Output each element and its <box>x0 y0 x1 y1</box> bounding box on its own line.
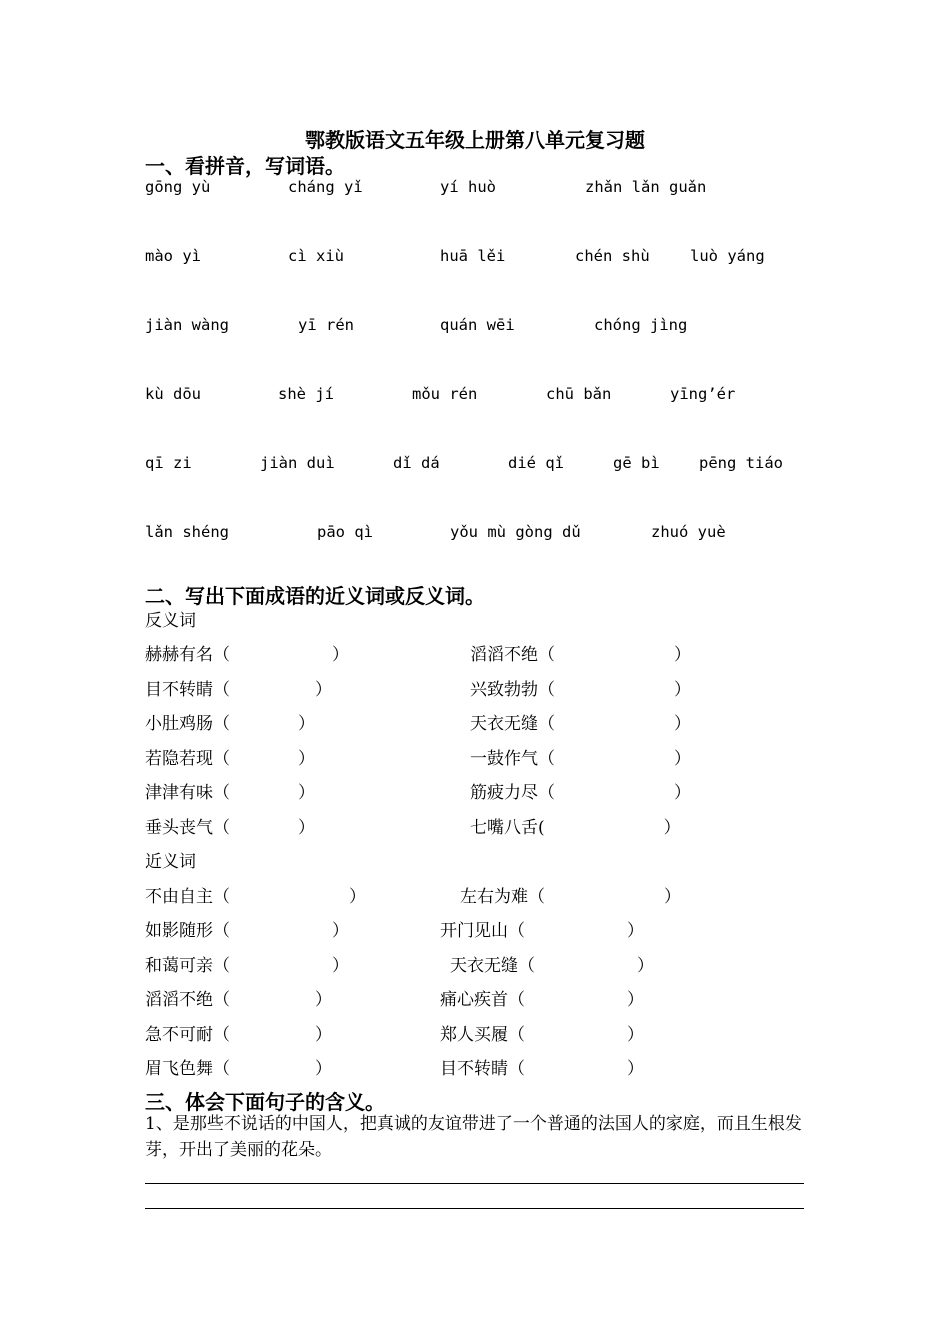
antonym-item: 目不转睛（ ） <box>145 680 332 700</box>
pinyin-item: kù dōu <box>145 385 201 403</box>
antonym-item: 赫赫有名（ ） <box>145 645 349 665</box>
synonym-item: 左右为难（ ） <box>460 887 681 907</box>
synonym-item: 急不可耐（ ） <box>145 1025 332 1045</box>
section1-heading: 一、看拼音，写词语。 <box>145 154 345 178</box>
pinyin-item: cì xiù <box>288 247 344 265</box>
pinyin-item: chóng jìng <box>594 316 688 334</box>
synonym-item: 痛心疾首（ ） <box>440 990 644 1010</box>
pinyin-item: huā lěi <box>440 247 506 265</box>
pinyin-item: shè jí <box>278 385 334 403</box>
pinyin-item: yí huò <box>440 178 496 196</box>
pinyin-item: mǒu rén <box>412 385 478 403</box>
pinyin-item: luò yáng <box>690 247 765 265</box>
synonym-item: 滔滔不绝（ ） <box>145 990 332 1010</box>
synonym-item: 和蔼可亲（ ） <box>145 956 349 976</box>
page-title: 鄂教版语文五年级上册第八单元复习题 <box>305 128 645 152</box>
pinyin-item: yīng’ér <box>670 385 736 403</box>
pinyin-item: lǎn shéng <box>145 523 229 541</box>
synonym-item: 如影随形（ ） <box>145 921 349 941</box>
section2-heading: 二、写出下面成语的近义词或反义词。 <box>145 584 485 608</box>
pinyin-item: qī zi <box>145 454 192 472</box>
synonym-item: 眉飞色舞（ ） <box>145 1059 332 1079</box>
antonym-label: 反义词 <box>145 611 196 631</box>
synonym-item: 不由自主（ ） <box>145 887 366 907</box>
pinyin-item: jiàn wàng <box>145 316 229 334</box>
antonym-item: 一鼓作气（ ） <box>470 749 691 769</box>
answer-line[interactable] <box>145 1208 804 1209</box>
pinyin-item: yī rén <box>298 316 354 334</box>
pinyin-item: yǒu mù gòng dǔ <box>450 523 581 541</box>
pinyin-item: mào yì <box>145 247 201 265</box>
answer-line[interactable] <box>145 1183 804 1184</box>
antonym-item: 七嘴八舌( ） <box>470 818 681 838</box>
pinyin-item: pāo qì <box>317 523 373 541</box>
pinyin-item: chén shù <box>575 247 650 265</box>
antonym-item: 滔滔不绝（ ） <box>470 645 691 665</box>
antonym-item: 垂头丧气（ ） <box>145 818 315 838</box>
pinyin-item: zhuó yuè <box>651 523 726 541</box>
pinyin-item: dié qǐ <box>508 454 564 472</box>
section3-heading: 三、体会下面句子的含义。 <box>145 1090 385 1114</box>
pinyin-item: zhǎn lǎn guǎn <box>585 178 707 196</box>
synonym-item: 开门见山（ ） <box>440 921 644 941</box>
pinyin-item: gōng yù <box>145 178 211 196</box>
synonym-item: 目不转睛（ ） <box>440 1059 644 1079</box>
antonym-item: 小肚鸡肠（ ） <box>145 714 315 734</box>
antonym-item: 筋疲力尽（ ） <box>470 783 691 803</box>
synonym-item: 天衣无缝（ ） <box>450 956 654 976</box>
pinyin-item: pēng tiáo <box>699 454 783 472</box>
antonym-item: 津津有味（ ） <box>145 783 315 803</box>
pinyin-item: chū bǎn <box>546 385 612 403</box>
pinyin-item: jiàn duì <box>260 454 335 472</box>
pinyin-item: cháng yǐ <box>288 178 363 196</box>
synonym-label: 近义词 <box>145 852 196 872</box>
antonym-item: 兴致勃勃（ ） <box>470 680 691 700</box>
pinyin-item: quán wēi <box>440 316 515 334</box>
synonym-item: 郑人买履（ ） <box>440 1025 644 1045</box>
antonym-item: 天衣无缝（ ） <box>470 714 691 734</box>
pinyin-item: dǐ dá <box>393 454 440 472</box>
antonym-item: 若隐若现（ ） <box>145 749 315 769</box>
pinyin-item: gē bì <box>613 454 660 472</box>
question-1: 1、是那些不说话的中国人，把真诚的友谊带进了一个普通的法国人的家庭，而且生根发芽，开出了美丽的花朵。 <box>145 1114 802 1160</box>
